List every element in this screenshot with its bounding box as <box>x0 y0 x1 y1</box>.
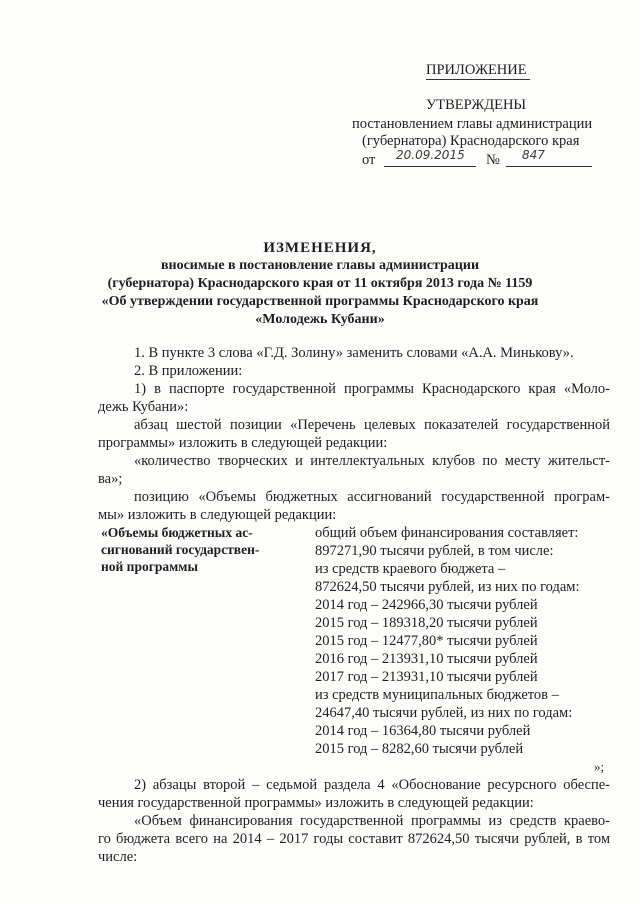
paragraph-3-line-2: дежь Кубани»: <box>98 399 189 415</box>
number-label: № <box>486 152 500 168</box>
paragraph-6-line-2: мы» изложить в следующей редакции: <box>98 507 337 523</box>
paragraph-4-line-2: программы» изложить в следующей редакции: <box>98 435 388 451</box>
title-line-2: (губернатора) Краснодарского края от 11 октября 2013 года № 1159 <box>107 276 533 291</box>
paragraph-4-line-1: абзац шестой позиции «Перечень целевых показателей государственной <box>134 417 610 433</box>
table-left-line-2: сигнований государствен- <box>101 542 260 557</box>
table-right-line: общий объем финансирования составляет: <box>315 525 579 541</box>
paragraph-8-line-2: го бюджета всего на 2014 – 2017 годы составит 872624,50 тысячи рублей, в том <box>98 831 610 847</box>
paragraph-2: 2. В приложении: <box>134 363 243 379</box>
number-underline <box>506 166 592 167</box>
approved-line-1: постановлением главы администрации <box>352 116 593 132</box>
table-left-line-3: ной программы <box>101 559 199 574</box>
paragraph-6-line-1: позицию «Объемы бюджетных ассигнований государственной програм- <box>134 489 610 505</box>
table-right-line: 897271,90 тысячи рублей, в том числе: <box>315 543 554 559</box>
paragraph-5-line-2: ва»; <box>98 471 123 487</box>
paragraph-1: 1. В пункте 3 слова «Г.Д. Золину» заменить словами «А.А. Минькову». <box>134 345 574 361</box>
paragraph-8-line-1: «Объем финансирования государственной программы из средств краево- <box>134 813 610 829</box>
approved-heading: УТВЕРЖДЕНЫ <box>426 97 527 113</box>
approved-line-2: (губернатора) Краснодарского края <box>362 133 580 149</box>
table-right-line: 2015 год – 8282,60 тысячи рублей <box>315 741 524 757</box>
handwritten-number: 847 <box>522 148 545 162</box>
table-right-line: 2015 год – 189318,20 тысячи рублей <box>315 615 538 631</box>
document-title: ИЗМЕНЕНИЯ, <box>263 240 377 256</box>
handwritten-date: 20.09.2015 <box>396 148 465 162</box>
appendix-underline <box>426 79 530 80</box>
table-right-line: 24647,40 тысячи рублей, из них по годам: <box>315 705 573 721</box>
table-right-line: 2014 год – 242966,30 тысячи рублей <box>315 597 538 613</box>
paragraph-8-line-3: числе: <box>98 849 138 865</box>
title-line-1: вносимые в постановление главы администрации <box>160 258 480 273</box>
table-right-line: из средств муниципальных бюджетов – <box>315 687 559 703</box>
paragraph-3-line-1: 1) в паспорте государственной программы Краснодарского края «Моло- <box>134 381 610 397</box>
table-right-line: 2016 год – 213931,10 тысячи рублей <box>315 651 538 667</box>
table-right-line: 872624,50 тысячи рублей, из них по годам: <box>315 579 580 595</box>
table-closing-mark: »; <box>594 759 605 774</box>
table-right-line: 2015 год – 12477,80* тысячи рублей <box>315 633 538 649</box>
table-right-line: из средств краевого бюджета – <box>315 561 506 577</box>
table-right-line: 2014 год – 16364,80 тысячи рублей <box>315 723 531 739</box>
paragraph-5-line-1: «количество творческих и интеллектуальных клубов по месту жительст- <box>134 453 610 469</box>
table-right-line: 2017 год – 213931,10 тысячи рублей <box>315 669 538 685</box>
paragraph-7-line-1: 2) абзацы второй – седьмой раздела 4 «Обоснование ресурсного обеспе- <box>134 777 610 793</box>
title-line-4: «Молодежь Кубани» <box>255 312 385 327</box>
from-label: от <box>362 152 376 168</box>
title-line-3: «Об утверждении государственной программы Краснодарского края <box>101 294 539 309</box>
paragraph-7-line-2: чения государственной программы» изложить в следующей редакции: <box>98 795 534 811</box>
appendix-heading: ПРИЛОЖЕНИЕ <box>426 62 527 78</box>
date-underline <box>384 166 476 167</box>
table-left-line-1: «Объемы бюджетных ас- <box>101 525 253 540</box>
